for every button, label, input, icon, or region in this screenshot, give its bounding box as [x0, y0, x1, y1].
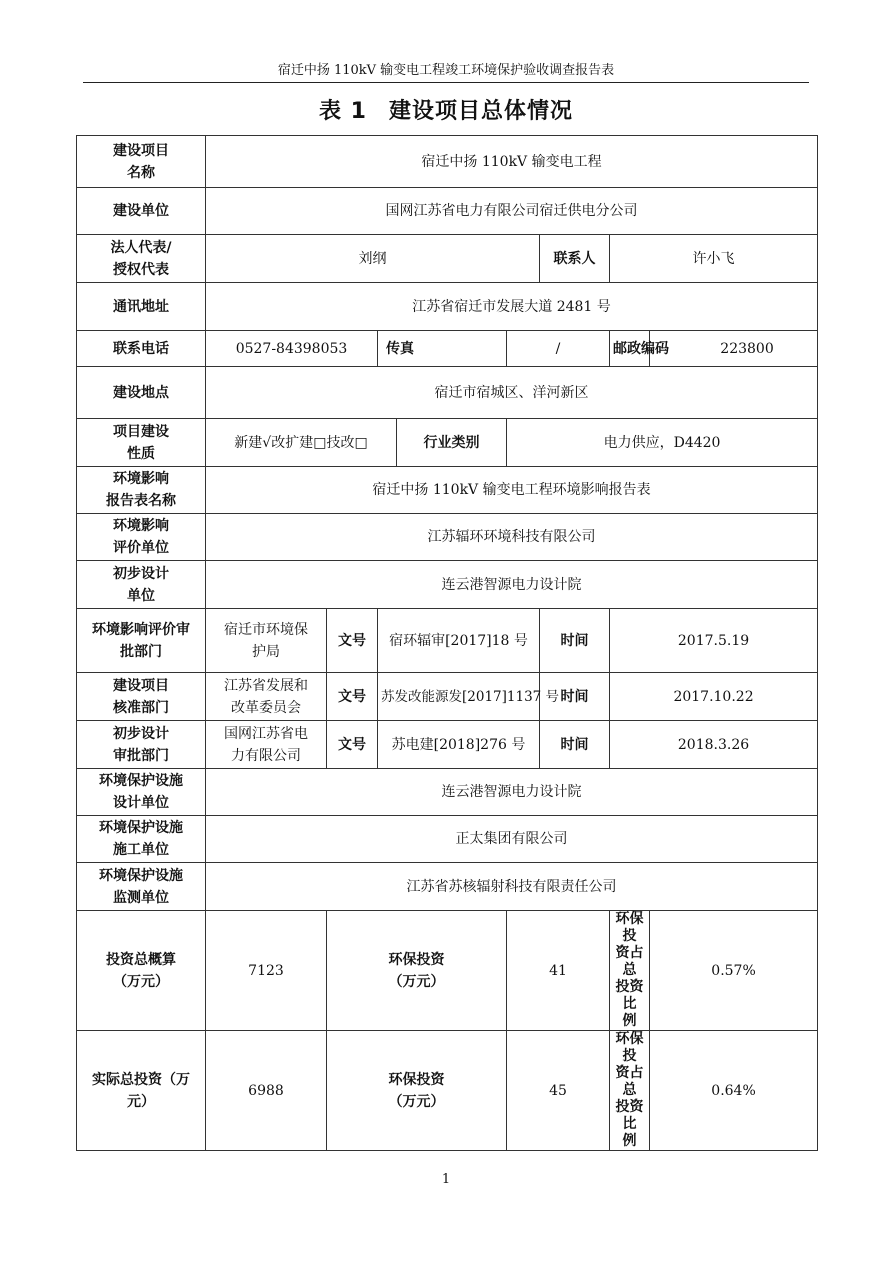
- eia-unit-label: 环境影响 评价单位: [77, 514, 206, 561]
- eia-approval-doc: 宿环辐审[2017]18 号: [378, 609, 540, 673]
- location-label: 建设地点: [77, 367, 206, 419]
- eia-unit-value: 江苏辐环环境科技有限公司: [206, 514, 818, 561]
- eia-approval-label: 环境影响评价审 批部门: [77, 609, 206, 673]
- phone-value: 0527-84398053: [206, 331, 378, 367]
- fax-value: /: [507, 331, 610, 367]
- address-value: 江苏省宿迁市发展大道 2481 号: [206, 283, 818, 331]
- legal-rep-label: 法人代表/ 授权代表: [77, 235, 206, 283]
- industry-label: 行业类别: [397, 419, 507, 467]
- phone-label: 联系电话: [77, 331, 206, 367]
- postcode-label: 邮政编码: [610, 331, 650, 367]
- env-design-label: 环境保护设施 设计单位: [77, 769, 206, 816]
- budget-ratio-label: 环保投 资占总 投资比 例: [610, 911, 650, 1031]
- prelim-design-label: 初步设计 单位: [77, 561, 206, 609]
- prelim-approval-doc: 苏电建[2018]276 号: [378, 721, 540, 769]
- actual-env-label: 环保投资 （万元）: [327, 1031, 507, 1151]
- table-row: [77, 816, 818, 863]
- table-row: [77, 609, 818, 673]
- actual-ratio-value: 0.64%: [650, 1031, 818, 1151]
- nature-label: 项目建设 性质: [77, 419, 206, 467]
- table-row: [77, 367, 818, 419]
- running-header: 宿迁中扬 110kV 输变电工程竣工环境保护验收调查报告表: [277, 63, 615, 78]
- contact-label: 联系人: [540, 235, 610, 283]
- budget-env-value: 41: [507, 911, 610, 1031]
- page-title: [0, 94, 892, 125]
- table-row: [77, 467, 818, 514]
- legal-rep-value: 刘纲: [206, 235, 540, 283]
- env-construct-value: 正太集团有限公司: [206, 816, 818, 863]
- address-label: 通讯地址: [77, 283, 206, 331]
- eia-report-label: 环境影响 报告表名称: [77, 467, 206, 514]
- table-row: [77, 514, 818, 561]
- nature-value: 新建√改扩建□技改□: [206, 419, 397, 467]
- time-label: 时间: [540, 609, 610, 673]
- project-approval-doc: 苏发改能源发[2017]1137 号: [378, 673, 540, 721]
- doc-no-label: 文号: [327, 609, 378, 673]
- eia-approval-time: 2017.5.19: [610, 609, 818, 673]
- eia-report-value: 宿迁中扬 110kV 输变电工程环境影响报告表: [206, 467, 818, 514]
- budget-env-label: 环保投资 （万元）: [327, 911, 507, 1031]
- table-row: [77, 136, 818, 188]
- table-row: [77, 673, 818, 721]
- actual-ratio-label: 环保投 资占总 投资比 例: [610, 1031, 650, 1151]
- project-name-value: 宿迁中扬 110kV 输变电工程: [206, 136, 818, 188]
- builder-label: 建设单位: [77, 188, 206, 235]
- table-row: [77, 863, 818, 911]
- builder-value: 国网江苏省电力有限公司宿迁供电分公司: [206, 188, 818, 235]
- project-approval-dept: 江苏省发展和 改革委员会: [206, 673, 327, 721]
- table-row: [77, 561, 818, 609]
- time-label: 时间: [540, 721, 610, 769]
- table-title: 建设项目总体情况: [388, 99, 573, 124]
- industry-value: 电力供应，D4420: [507, 419, 818, 467]
- table-row: [77, 911, 818, 1031]
- table-row: [77, 235, 818, 283]
- table-row: [77, 188, 818, 235]
- table-row: [77, 721, 818, 769]
- eia-approval-dept: 宿迁市环境保 护局: [206, 609, 327, 673]
- prelim-approval-dept: 国网江苏省电 力有限公司: [206, 721, 327, 769]
- table-row: [77, 769, 818, 816]
- postcode-value: 223800: [650, 331, 818, 367]
- env-monitor-label: 环境保护设施 监测单位: [77, 863, 206, 911]
- table-row: [77, 283, 818, 331]
- actual-env-value: 45: [507, 1031, 610, 1151]
- header-divider: [83, 82, 809, 83]
- project-summary-table: [76, 135, 818, 1151]
- project-approval-label: 建设项目 核准部门: [77, 673, 206, 721]
- actual-value: 6988: [206, 1031, 327, 1151]
- prelim-design-value: 连云港智源电力设计院: [206, 561, 818, 609]
- project-name-label: 建设项目 名称: [77, 136, 206, 188]
- prelim-approval-label: 初步设计 审批部门: [77, 721, 206, 769]
- table-row: [77, 331, 818, 367]
- project-approval-time: 2017.10.22: [610, 673, 818, 721]
- page-number: 1: [441, 1172, 451, 1187]
- doc-no-label: 文号: [327, 673, 378, 721]
- env-monitor-value: 江苏省苏核辐射科技有限责任公司: [206, 863, 818, 911]
- actual-label: 实际总投资（万 元）: [77, 1031, 206, 1151]
- fax-label: 传真: [378, 331, 507, 367]
- doc-no-label: 文号: [327, 721, 378, 769]
- table-row: [77, 1031, 818, 1151]
- table-row: [77, 419, 818, 467]
- location-value: 宿迁市宿城区、洋河新区: [206, 367, 818, 419]
- budget-value: 7123: [206, 911, 327, 1031]
- contact-value: 许小飞: [610, 235, 818, 283]
- budget-ratio-value: 0.57%: [650, 911, 818, 1031]
- env-construct-label: 环境保护设施 施工单位: [77, 816, 206, 863]
- env-design-value: 连云港智源电力设计院: [206, 769, 818, 816]
- time-label: 时间: [540, 673, 610, 721]
- budget-label: 投资总概算 （万元）: [77, 911, 206, 1031]
- table-number: 表 1: [319, 99, 367, 124]
- prelim-approval-time: 2018.3.26: [610, 721, 818, 769]
